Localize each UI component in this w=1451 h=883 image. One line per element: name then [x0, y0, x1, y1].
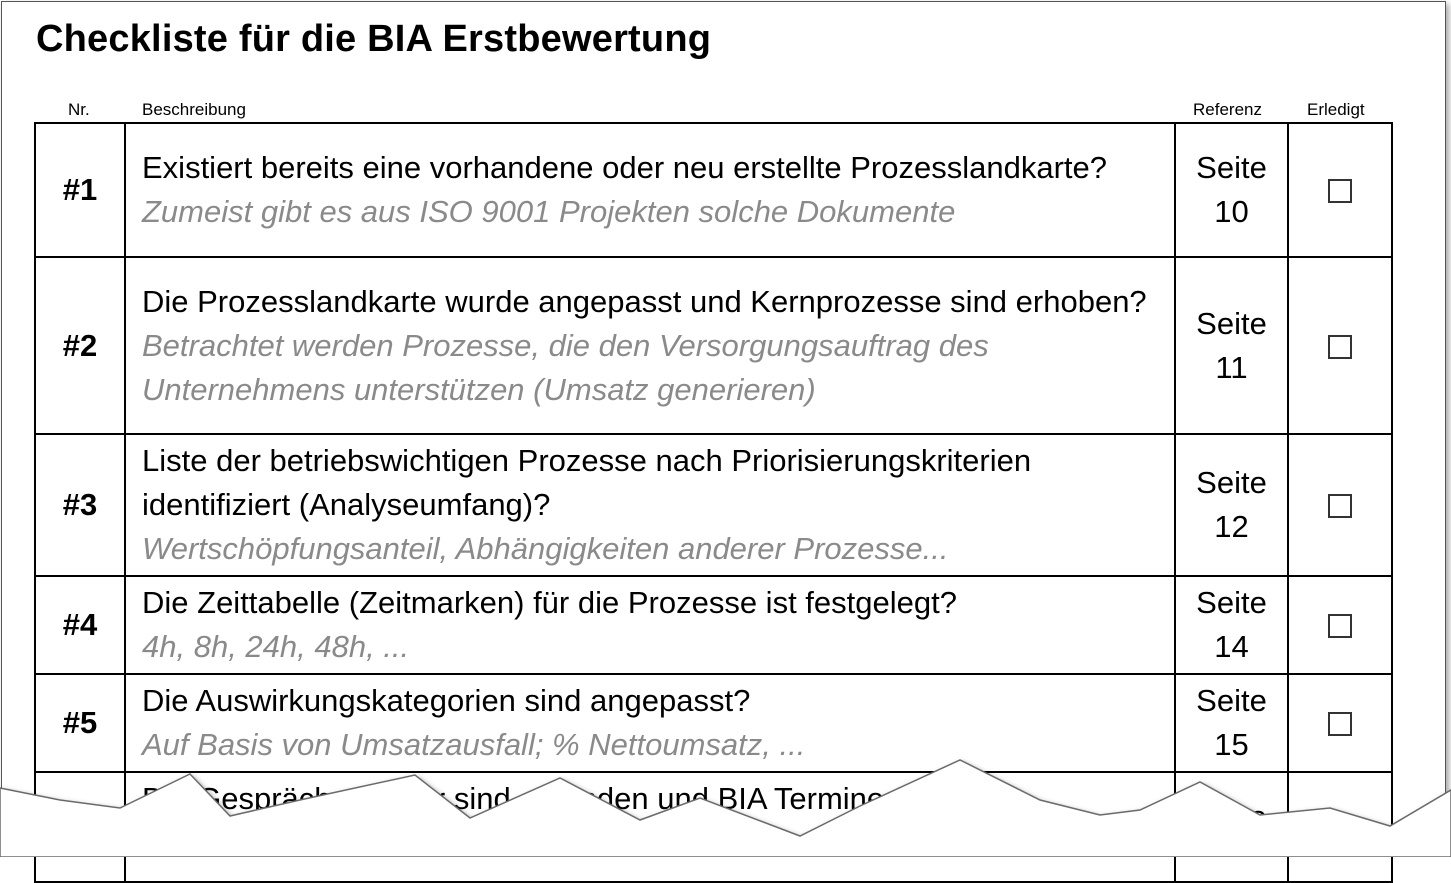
reference-page: 10 — [1214, 194, 1249, 229]
document-title: Checkliste für die BIA Erstbewertung — [36, 18, 712, 60]
reference-label: Seite — [1196, 305, 1267, 341]
reference-page: 12 — [1214, 509, 1249, 544]
row-number: #1 — [35, 123, 125, 257]
hint-text: Zumeist gibt es aus ISO 9001 Projekten solche Dokumente — [142, 194, 956, 229]
reference-page: 14 — [1214, 629, 1249, 664]
row-number: #4 — [35, 576, 125, 674]
tear-shape — [0, 760, 1451, 857]
reference-page: 11 — [1215, 349, 1248, 385]
header-description: Beschreibung — [142, 100, 246, 119]
row-number: #3 — [35, 434, 125, 576]
header-done: Erledigt — [1307, 100, 1365, 119]
question-text: Liste der betriebswichtigen Prozesse nach Priorisierungskriterien identifiziert (Analyseumfang)? — [142, 443, 1032, 522]
question-text: Existiert bereits eine vorhandene oder neu erstellte Prozesslandkarte? — [142, 150, 1107, 185]
reference-label: Seite — [1196, 585, 1267, 620]
reference-label: Seite — [1196, 465, 1267, 500]
question-text: Die Zeittabelle (Zeitmarken) für die Prozesse ist festgelegt? — [142, 585, 957, 620]
header-reference: Referenz — [1193, 100, 1262, 119]
row-number: #2 — [35, 257, 125, 434]
reference-label: Seite — [1196, 150, 1267, 185]
reference-page: 15 — [1214, 727, 1249, 762]
hint-text: Betrachtet werden Prozesse, die den Versorgungsauftrag des Unternehmens unterstützen (Umsatz generieren) — [142, 327, 989, 407]
row-number: #5 — [35, 674, 125, 772]
header-nr: Nr. — [68, 100, 90, 119]
hint-text: Wertschöpfungsanteil, Abhängigkeiten anderer Prozesse... — [142, 531, 949, 566]
reference-label: Seite — [1196, 683, 1267, 718]
question-text: Die Auswirkungskategorien sind angepasst? — [142, 683, 751, 718]
question-text: Die Prozesslandkarte wurde angepasst und Kernprozesse sind erhoben? — [142, 283, 1147, 319]
hint-text: 4h, 8h, 24h, 48h, ... — [142, 629, 410, 664]
hint-text: Auf Basis von Umsatzausfall; % Nettoumsatz, ... — [142, 727, 806, 762]
